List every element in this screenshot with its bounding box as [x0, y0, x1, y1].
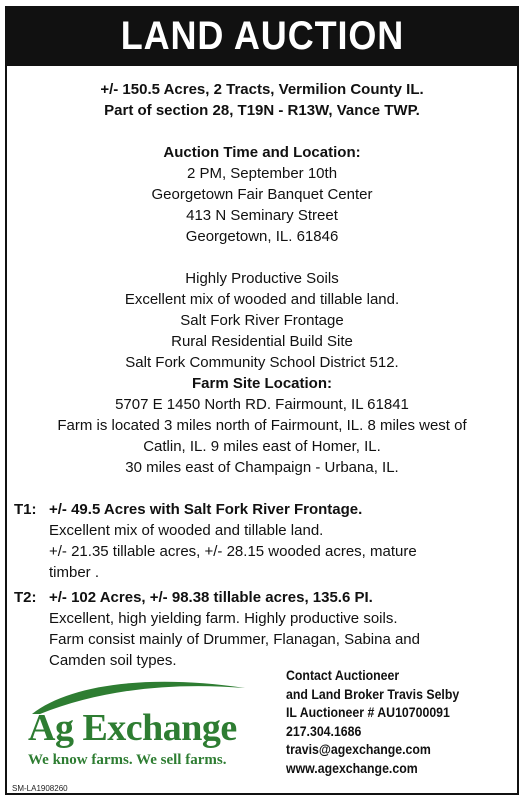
auction-line: 413 N Seminary Street [186, 207, 338, 224]
tract-label: T2: [14, 589, 37, 606]
tract-line: timber . [49, 564, 100, 581]
tract-2 [14, 587, 506, 671]
tract-1 [14, 499, 506, 583]
reference-code: SM-LA1908260 [12, 784, 68, 793]
farm-site-line: 5707 E 1450 North RD. Fairmount, IL 61841 [115, 396, 409, 413]
auction-line: Georgetown, IL. 61846 [185, 228, 339, 245]
tract-line: Farm consist mainly of Drummer, Flanagan, Sabina and [49, 631, 420, 648]
tract-headline: +/- 102 Acres, +/- 98.38 tillable acres, 135.6 PI. [49, 589, 373, 606]
tract-line: Camden soil types. [49, 652, 177, 669]
tract-line: Excellent mix of wooded and tillable land. [49, 522, 324, 539]
auction-line: 2 PM, September 10th [186, 165, 338, 182]
feature-line: Excellent mix of wooded and tillable land. [124, 291, 400, 308]
auction-line: Georgetown Fair Banquet Center [151, 186, 373, 203]
farm-site-line: 30 miles east of Champaign - Urbana, IL. [125, 459, 399, 476]
tract-line: +/- 21.35 tillable acres, +/- 28.15 wooded acres, mature [49, 543, 417, 560]
feature-line: Salt Fork River Frontage [180, 312, 344, 329]
contact-email: travis@agexchange.com [286, 741, 431, 757]
contact-block [286, 666, 459, 777]
contact-line: Contact Auctioneer [286, 667, 400, 683]
logo-tagline: We know farms. We sell farms. [28, 752, 227, 768]
feature-line: Salt Fork Community School District 512. [125, 354, 399, 371]
intro-line-1: +/- 150.5 Acres, 2 Tracts, Vermilion County IL. [100, 81, 424, 98]
tract-label: T1: [14, 501, 37, 518]
farm-site-line: Catlin, IL. 9 miles east of Homer, IL. [143, 438, 381, 455]
title-banner [5, 6, 519, 66]
page-title: LAND AUCTION [120, 13, 404, 58]
farm-site-line: Farm is located 3 miles north of Fairmount, IL. 8 miles west of [57, 417, 467, 434]
intro-line-2: Part of section 28, T19N - R13W, Vance TWP. [104, 102, 420, 119]
contact-line: and Land Broker Travis Selby [286, 685, 460, 702]
tract-headline: +/- 49.5 Acres with Salt Fork River Frontage. [49, 501, 363, 518]
feature-line: Rural Residential Build Site [171, 333, 353, 350]
feature-line: Highly Productive Soils [185, 270, 339, 287]
tract-line: Excellent, high yielding farm. Highly productive soils. [49, 610, 398, 627]
contact-phone: 217.304.1686 [286, 722, 362, 739]
auction-heading: Auction Time and Location: [163, 144, 361, 161]
farm-site-heading: Farm Site Location: [191, 375, 333, 392]
contact-website: www.agexchange.com [286, 759, 418, 776]
contact-line: IL Auctioneer # AU10700091 [286, 704, 450, 720]
logo-name: Ag Exchange [28, 707, 237, 749]
